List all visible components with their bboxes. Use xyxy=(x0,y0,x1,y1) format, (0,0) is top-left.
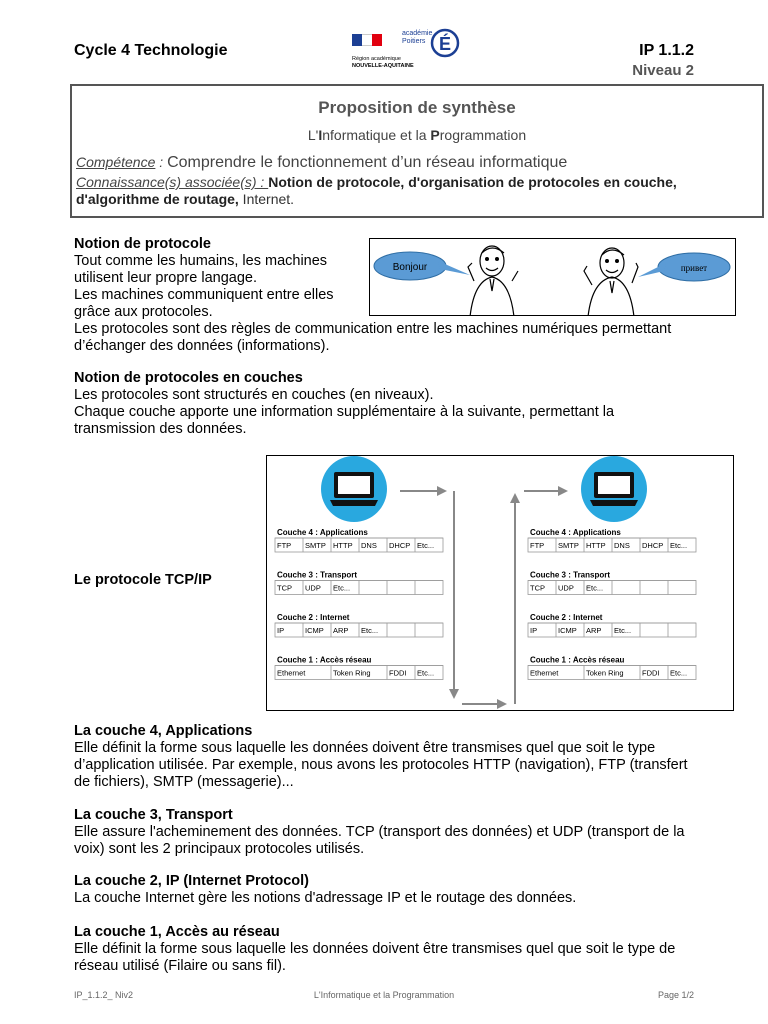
protocol-cell: DNS xyxy=(361,541,377,550)
protocol-cell: HTTP xyxy=(586,541,606,550)
protocol-cell: TCP xyxy=(277,583,292,593)
protocol-cell: Etc... xyxy=(417,541,435,550)
academy-logo xyxy=(350,26,462,74)
protocol-cell: Token Ring xyxy=(333,668,371,678)
protocol-cell: ARP xyxy=(586,626,602,635)
section-layers xyxy=(74,370,734,438)
paragraph-line: d’application utilisée. Par exemple, nous avons les protocoles HTTP (navigation), FTP (transfert xyxy=(74,757,688,773)
competence-line: Compétence : Comprendre le fonctionnement d’un réseau informatique xyxy=(76,154,568,171)
man-right-icon xyxy=(584,248,638,316)
protocol-cell: FTP xyxy=(530,541,545,550)
connaissance-bold: Notion de protocole, d'organisation de protocoles en couche, d'algorithme de routage, xyxy=(76,174,677,207)
computer-right-icon xyxy=(581,456,647,522)
tcpip-diagram xyxy=(266,455,734,711)
protocol-cell: TCP xyxy=(530,583,545,593)
section-protocol-title: Notion de protocole xyxy=(74,236,211,252)
paragraph-line: voix) sont les 2 principaux protocoles utilisés. xyxy=(74,841,365,857)
section-layers-title: Notion de protocoles en couches xyxy=(74,370,303,386)
layer-title: Couche 2 : Internet xyxy=(530,613,603,622)
french-flag-icon xyxy=(352,34,382,46)
academy-e-icon xyxy=(430,26,460,58)
paragraph-line: La couche Internet gère les notions d'adressage IP et le routage des données. xyxy=(74,890,577,906)
footer-left: IP_1.1.2_ Niv2 xyxy=(74,990,134,1000)
competence-text: Comprendre le fonctionnement d’un réseau informatique xyxy=(167,154,568,171)
section-layer2-title: La couche 2, IP (Internet Protocol) xyxy=(74,873,309,889)
protocol-cell: SMTP xyxy=(305,541,326,550)
paragraph-line: Elle définit la forme sous laquelle les données doivent être transmises quel que soit le type xyxy=(74,740,656,756)
protocol-cell: DNS xyxy=(614,541,630,550)
paragraph-line: transmission des données. xyxy=(74,421,247,437)
connaissance-rest: Internet. xyxy=(238,191,295,207)
protocol-cell: SMTP xyxy=(558,541,579,550)
computer-left-icon xyxy=(321,456,387,522)
bubble-left-text: Bonjour xyxy=(392,262,428,273)
paragraph-line: Les protocoles sont des règles de communication entre les machines numériques permettant xyxy=(74,321,672,337)
layer-title: Couche 3 : Transport xyxy=(277,570,358,580)
paragraph-line: utilisent leur propre langage. xyxy=(74,270,257,286)
course-title: Cycle 4 Technologie xyxy=(74,42,228,59)
level-label: Niveau 2 xyxy=(632,62,694,79)
ip-code: IP 1.1.2 xyxy=(639,42,694,59)
region-label: Région académique NOUVELLE-AQUITAINE xyxy=(352,56,414,69)
layer-title: Couche 4 : Applications xyxy=(277,528,368,537)
protocol-cell: FDDI xyxy=(642,668,660,678)
protocol-cell: Etc... xyxy=(417,668,435,678)
protocol-cell: ICMP xyxy=(305,626,324,635)
man-left-icon xyxy=(468,246,518,316)
protocol-cell: FTP xyxy=(277,541,292,550)
speech-bubble-left xyxy=(374,252,470,280)
synthesis-box xyxy=(70,84,764,218)
academy-name: académie Poitiers xyxy=(402,30,433,45)
synthesis-subtitle: L'Informatique et la Programmation xyxy=(307,127,527,143)
protocol-cell: DHCP xyxy=(642,541,664,550)
paragraph-line: grâce aux protocoles. xyxy=(74,304,213,320)
section-layer3 xyxy=(74,807,734,858)
protocol-cell: Etc... xyxy=(586,583,604,593)
layer-title: Couche 4 : Applications xyxy=(530,528,621,537)
section-tcpip xyxy=(74,572,254,589)
protocol-cell: Ethernet xyxy=(277,668,306,678)
protocol-cell: ARP xyxy=(333,626,349,635)
paragraph-line: réseau utilisé (Filaire ou sans fil). xyxy=(74,958,286,974)
protocol-cell: HTTP xyxy=(333,541,353,550)
protocol-cell: Etc... xyxy=(361,626,379,635)
footer-right: Page 1/2 xyxy=(657,990,694,1000)
connaissance-label: Connaissance(s) associée(s) xyxy=(76,174,257,190)
paragraph-line: Elle définit la forme sous laquelle les données doivent être transmises quel que soit le type de xyxy=(74,941,676,957)
protocol-cell: UDP xyxy=(558,583,574,593)
layer-title: Couche 3 : Transport xyxy=(530,570,611,580)
protocol-cell: ICMP xyxy=(558,626,577,635)
protocol-cell: Token Ring xyxy=(586,668,624,678)
paragraph-line: Tout comme les humains, les machines xyxy=(74,253,328,269)
competence-label: Compétence xyxy=(76,154,156,170)
protocol-cell: UDP xyxy=(305,583,321,593)
section-layer3-title: La couche 3, Transport xyxy=(74,807,233,823)
greeting-drawing xyxy=(370,239,736,316)
protocol-cell: FDDI xyxy=(389,668,407,678)
tcpip-drawing xyxy=(267,456,734,711)
synthesis-title: Proposition de synthèse xyxy=(318,98,516,117)
protocol-cell: Etc... xyxy=(670,541,688,550)
layer-title: Couche 1 : Accès réseau xyxy=(530,655,625,665)
protocol-cell: Etc... xyxy=(333,583,351,593)
connaissance-line: Connaissance(s) associée(s) : Notion de protocole, d'organisation de protocoles en couche, d'algorithme de routage, Internet. xyxy=(76,174,677,207)
protocol-cell: DHCP xyxy=(389,541,411,550)
section-layer2 xyxy=(74,873,734,907)
section-layer1 xyxy=(74,924,734,975)
protocol-cell: Etc... xyxy=(614,626,632,635)
document-code xyxy=(632,42,694,79)
section-tcpip-title: Le protocole TCP/IP xyxy=(74,572,212,588)
protocol-cell: Etc... xyxy=(670,668,688,678)
protocol-cell: IP xyxy=(530,626,538,635)
speech-bubble-right xyxy=(638,253,730,281)
paragraph-line: de fichiers), SMTP (messagerie)... xyxy=(74,774,294,790)
section-layer1-title: La couche 1, Accès au réseau xyxy=(74,924,280,940)
section-layer4 xyxy=(74,723,734,791)
protocol-cell: IP xyxy=(277,626,285,635)
paragraph-line: Les machines communiquent entre elles xyxy=(74,287,334,303)
footer-center: L'Informatique et la Programmation xyxy=(313,990,455,1000)
layer-title: Couche 2 : Internet xyxy=(277,613,350,622)
section-layer4-title: La couche 4, Applications xyxy=(74,723,253,739)
svg-text:É: É xyxy=(438,34,452,54)
paragraph-line: Les protocoles sont structurés en couches (en niveaux). xyxy=(74,387,434,403)
protocol-cell: Ethernet xyxy=(530,668,559,678)
layer-title: Couche 1 : Accès réseau xyxy=(277,655,372,665)
bubble-right-text: привет xyxy=(680,263,708,273)
greeting-illustration xyxy=(369,238,736,316)
paragraph-line: Chaque couche apporte une information supplémentaire à la suivante, permettant la xyxy=(74,404,615,420)
layer-stack-left xyxy=(275,528,443,680)
paragraph-line: Elle assure l'acheminement des données. TCP (transport des données) et UDP (transport de la xyxy=(74,824,685,840)
paragraph-line: d’échanger des données (informations). xyxy=(74,338,330,354)
layer-stack-right xyxy=(528,528,696,680)
